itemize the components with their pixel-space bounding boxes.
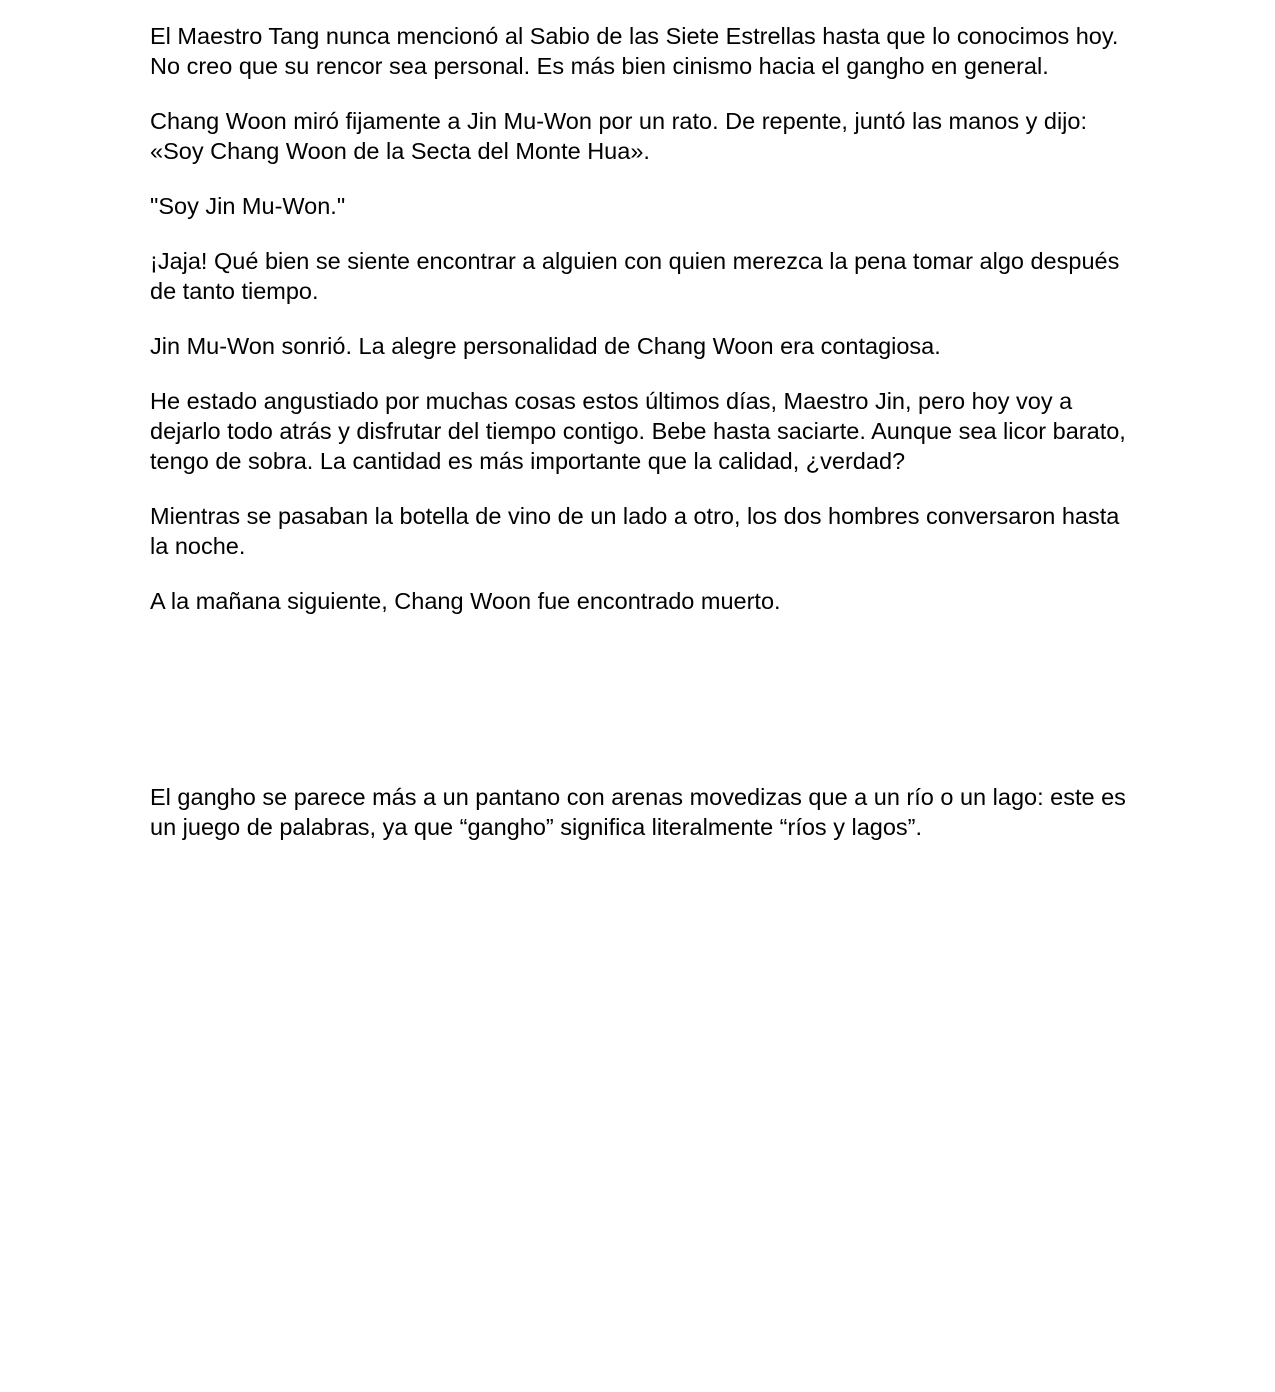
paragraph-1: El Maestro Tang nunca mencionó al Sabio de las Siete Estrellas hasta que lo conocimos hoy. No creo que su rencor sea personal. Es más bien cinismo hacia el gangho en general. xyxy=(150,23,1119,79)
body-text xyxy=(150,21,1130,641)
paragraph-4: ¡Jaja! Qué bien se siente encontrar a alguien con quien merezca la pena tomar algo después de tanto tiempo. xyxy=(150,248,1120,304)
paragraph-8: A la mañana siguiente, Chang Woon fue encontrado muerto. xyxy=(150,588,781,614)
paragraph-7: Mientras se pasaban la botella de vino de un lado a otro, los dos hombres conversaron hasta la noche. xyxy=(150,503,1120,559)
paragraph-2: Chang Woon miró fijamente a Jin Mu-Won por un rato. De repente, juntó las manos y dijo: «Soy Chang Woon de la Secta del Monte Hua». xyxy=(150,108,1087,164)
paragraph-3: "Soy Jin Mu-Won." xyxy=(150,193,346,219)
paragraph-5: Jin Mu-Won sonrió. La alegre personalidad de Chang Woon era contagiosa. xyxy=(150,333,941,359)
paragraph-6: He estado angustiado por muchas cosas estos últimos días, Maestro Jin, pero hoy voy a dejarlo todo atrás y disfrutar del tiempo contigo. Bebe hasta saciarte. Aunque sea licor barato, tengo de sobra. La cantidad es más importante que la calidad, ¿verdad? xyxy=(150,388,1126,474)
footnote: El gangho se parece más a un pantano con arenas movedizas que a un río o un lago: este es un juego de palabras, ya que “gangho” significa literalmente “ríos y lagos”. xyxy=(150,784,1126,840)
